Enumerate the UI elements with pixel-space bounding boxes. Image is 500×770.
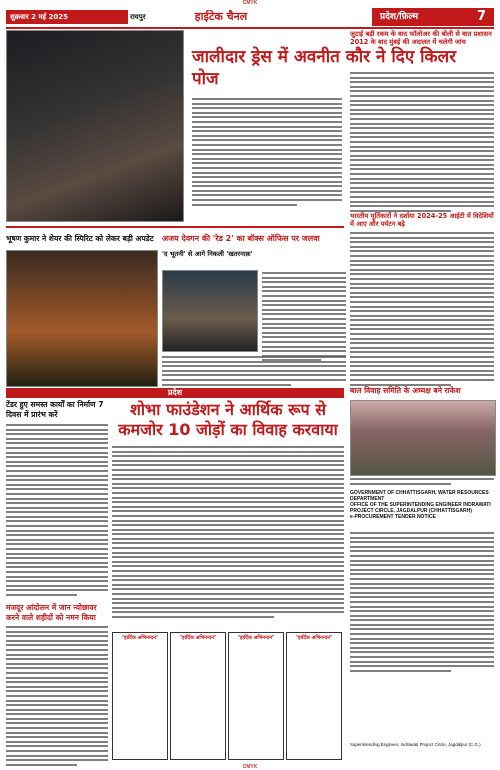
masthead — [6, 8, 494, 26]
child-marriage-body — [350, 478, 494, 487]
box-office-subheadline: 'द भूतनी' से आगे निकली 'खतरनाक़' — [162, 250, 253, 258]
right-column-headline-2: भारतीय मूर्तिकारों ने दर्शाया 2024-25 आईटी में विदेशियों में आए और पर्यटन बढ़े — [350, 212, 494, 228]
ad-heading: "हार्दिक अभिनन्दन" — [179, 635, 217, 641]
tender-office: OFFICE OF THE SUPERINTENDING ENGINEER INDRAWATI PROJECT CIRCLE, JAGDALPUR (CHHATTISGARH) — [350, 502, 491, 514]
labour-tribute-headline: मजदूर आंदोलन में जान न्योछावर करने वाले शहीदों को नमन किया — [6, 603, 97, 622]
ad-heading: "हार्दिक अभिनन्दन" — [295, 635, 333, 641]
cmyk-top-mark: CMYK — [242, 0, 258, 6]
right-column-body-2 — [350, 232, 494, 388]
box-office-photo — [162, 270, 258, 352]
edition-city: रायपुर — [130, 13, 146, 21]
right-column-headline: जुटाई बड़ी रकम के बाद फॉलोअर की बोली से बात प्रशासन 2012 के बाद मुंबई की अदालत में चलेगी जांच — [350, 30, 492, 46]
marriage-headline: शोभा फाउंडेशन ने आर्थिक रूप से कमजोर 10 जोड़ों का विवाह करवाया — [118, 400, 338, 439]
greeting-ads — [112, 632, 344, 760]
cmyk-bottom-mark: CMYK — [242, 764, 258, 770]
greeting-ad — [228, 632, 284, 760]
right-column — [350, 30, 494, 46]
box-office-body — [262, 272, 346, 364]
box-office-body-2 — [162, 356, 346, 388]
child-marriage-headline: बाल विवाह समिति के अध्यक्ष बने राकेश — [350, 386, 461, 395]
marriage-body — [112, 446, 344, 621]
page-number: 7 — [476, 9, 486, 24]
tender-signature-text: Superintending Engineer, Indrawati Project Circle, Jagdalpur (C.G.) — [350, 742, 481, 747]
tender-signature — [350, 742, 494, 748]
state-section-band: प्रदेश — [6, 388, 344, 398]
greeting-ad — [112, 632, 168, 760]
section-label: प्रदेश/फ़िल्म — [372, 8, 494, 26]
masthead-rule — [6, 27, 494, 29]
greeting-ad — [170, 632, 226, 760]
tender-works-headline: टेंडर हुए समस्त कार्यों का निर्माण 7 दिवस में प्रारंभ करें — [6, 400, 104, 419]
mid-rule — [6, 226, 344, 228]
mid-photo — [6, 250, 158, 387]
tender-title: GOVERNMENT OF CHHATTISGARH, WATER RESOURCES DEPARTMENT — [350, 490, 489, 502]
mid-headline: भूषण कुमार ने शेयर की स्पिरिट को लेकर बड़ी अपडेट — [6, 234, 154, 243]
lead-headline: जालीदार ड्रेस में अवनीत कौर ने दिए किलर पोज — [192, 47, 457, 89]
lead-photo — [6, 30, 184, 222]
child-marriage-photo — [350, 400, 496, 476]
lead-body-text — [192, 98, 342, 208]
ad-heading: "हार्दिक अभिनन्दन" — [121, 635, 159, 641]
tender-sub: e-PROCUREMENT TENDER NOTICE — [350, 514, 436, 520]
greeting-ad — [286, 632, 342, 760]
newspaper-logo: हाईटेक चैनल — [194, 10, 248, 23]
box-office-headline: अजय देवगन की 'रेड 2' का बॉक्स ऑफिस पर जलवा — [162, 234, 320, 243]
labour-tribute-body — [6, 626, 108, 768]
tender-works-body — [6, 424, 108, 599]
tender-body — [350, 532, 494, 674]
tender-notice — [350, 490, 494, 520]
edition-date: शुक्रवार 2 मई 2025 — [6, 10, 128, 24]
ad-heading: "हार्दिक अभिनन्दन" — [237, 635, 275, 641]
right-column-body — [350, 72, 494, 214]
